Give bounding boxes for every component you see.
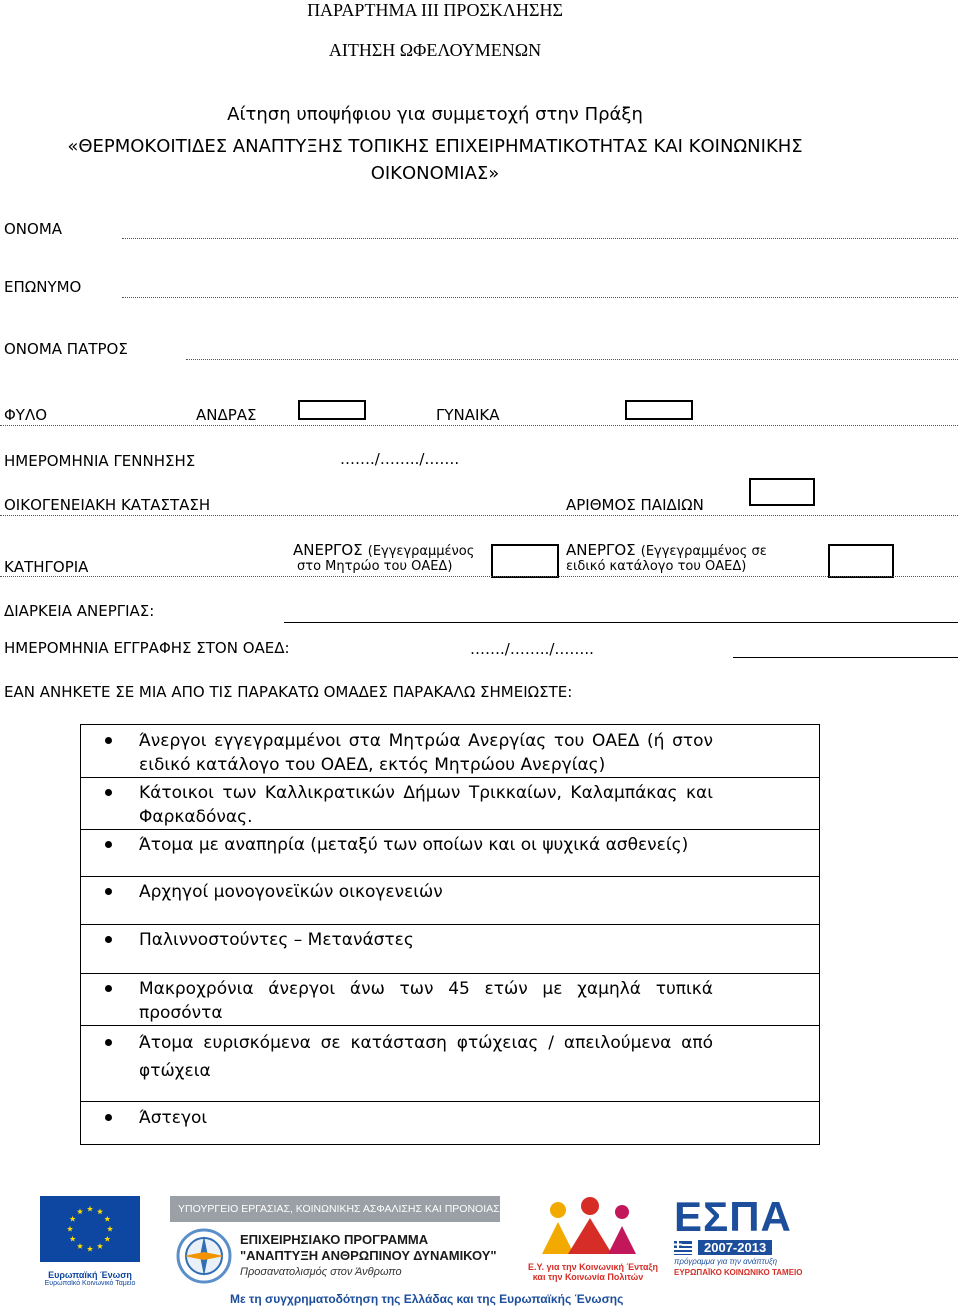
- registration-date-label: ΗΜΕΡΟΜΗΝΙΑ ΕΓΓΡΑΦΗΣ ΣΤΟΝ ΟΑΕΔ:: [4, 639, 290, 657]
- group-cell[interactable]: [81, 925, 820, 974]
- groups-table: [80, 724, 820, 1145]
- father-name-field[interactable]: [186, 359, 958, 360]
- registration-date-field[interactable]: ……./……../……..: [470, 640, 594, 658]
- espa-title: ΕΣΠΑ: [674, 1193, 792, 1240]
- unemployed-special-checkbox[interactable]: [828, 544, 894, 578]
- unemployment-duration-label: ΔΙΑΡΚΕΙΑ ΑΝΕΡΓΙΑΣ:: [4, 602, 155, 620]
- female-checkbox[interactable]: [625, 400, 693, 420]
- group-row: [81, 1026, 820, 1102]
- group-cell[interactable]: [81, 877, 820, 925]
- bullet-icon: [105, 985, 112, 992]
- unemployed-registry-option: [293, 540, 474, 559]
- espa-years: 2007-2013: [698, 1240, 772, 1255]
- sex-row-underline: [0, 425, 958, 426]
- children-count-label: ΑΡΙΘΜΟΣ ΠΑΙΔΙΩΝ: [566, 496, 704, 514]
- group-row: [81, 877, 820, 925]
- espa-years-row: [674, 1240, 814, 1255]
- application-title-line2: «ΘΕΡΜΟΚΟΙΤΙΔΕΣ ΑΝΑΠΤΥΞΗΣ ΤΟΠΙΚΗΣ ΕΠΙΧΕΙΡΗΜΑΤΙΚΟΤΗΤΑΣ ΚΑΙ ΚΟΙΝΩΝΙΚΗΣ: [67, 136, 803, 157]
- ey-logo: [528, 1196, 658, 1286]
- group-label: Άτομα με αναπηρία (μεταξύ των οποίων και οι ψυχικά ασθενείς): [139, 835, 689, 855]
- cofinance-statement: Με τη συγχρηματοδότηση της Ελλάδας και της Ευρωπαϊκής Ένωσης: [230, 1292, 624, 1306]
- group-label: Παλιννοστούντες – Μετανάστες: [139, 930, 414, 950]
- eu-logo: [40, 1196, 140, 1288]
- bullet-icon: [105, 737, 112, 744]
- unemployed-registry-title: ΑΝΕΡΓΟΣ: [293, 541, 363, 559]
- unemployed-special-note: (Εγγεγραμμένος σε: [640, 544, 767, 559]
- name-field[interactable]: [122, 238, 958, 239]
- bullet-icon: [105, 789, 112, 796]
- bullet-icon: [105, 841, 112, 848]
- group-row: [81, 778, 820, 830]
- group-row: [81, 925, 820, 974]
- groups-prompt: ΕΑΝ ΑΝΗΚΕΤΕ ΣΕ ΜΙΑ ΑΠΟ ΤΙΣ ΠΑΡΑΚΑΤΩ ΟΜΑΔΕΣ ΠΑΡΑΚΑΛΩ ΣΗΜΕΙΩΣΤΕ:: [4, 683, 573, 701]
- group-label: Κάτοικοι των Καλλικρατικών Δήμων Τρικκαίων, Καλαμπάκας και Φαρκαδόνας.: [139, 783, 713, 827]
- group-label: Άνεργοι εγγεγραμμένοι στα Μητρώα Ανεργίας του ΟΑΕΔ (ή στον ειδικό κατάλογο του ΟΑΕΔ, εκτός Μητρώου Ανεργίας): [139, 731, 713, 775]
- group-label: Αρχηγοί μονογονεϊκών οικογενειών: [139, 882, 443, 902]
- group-cell[interactable]: [81, 725, 820, 778]
- ey-line1: Ε.Υ. για την Κοινωνική Ένταξη: [528, 1262, 658, 1272]
- male-checkbox[interactable]: [298, 400, 366, 420]
- category-label: ΚΑΤΗΓΟΡΙΑ: [4, 558, 89, 576]
- ey-line2: και την Κοινωνία Πολιτών: [532, 1272, 644, 1282]
- bullet-icon: [105, 936, 112, 943]
- annex-heading: ΠΑΡΑΡΤΗΜΑ ΙΙΙ ΠΡΟΣΚΛΗΣΗΣ: [307, 0, 563, 20]
- family-status-label: ΟΙΚΟΓΕΝΕΙΑΚΗ ΚΑΤΑΣΤΑΣΗ: [4, 496, 211, 514]
- bullet-icon: [105, 1114, 112, 1121]
- espa-logo: [674, 1193, 814, 1286]
- group-row: [81, 830, 820, 877]
- name-label: ΟΝΟΜΑ: [4, 220, 63, 238]
- family-row-underline: [0, 515, 958, 516]
- unemployed-registry-note-line2: στο Μητρώο του ΟΑΕΔ): [297, 559, 453, 574]
- program-title-line2: "ΑΝΑΠΤΥΞΗ ΑΝΘΡΩΠΙΝΟΥ ΔΥΝΑΜΙΚΟΥ": [240, 1248, 497, 1263]
- group-cell[interactable]: [81, 1102, 820, 1145]
- group-cell[interactable]: [81, 830, 820, 877]
- eu-logo-line2: Ευρωπαϊκό Κοινωνικό Ταμείο: [44, 1280, 136, 1287]
- male-label: ΑΝΔΡΑΣ: [196, 406, 257, 424]
- unemployed-special-title: ΑΝΕΡΓΟΣ: [566, 541, 636, 559]
- program-motto: Προσανατολισμός στον Άνθρωπο: [240, 1266, 402, 1278]
- unemployed-special-option: [566, 540, 767, 559]
- surname-field[interactable]: [122, 297, 958, 298]
- application-title-line1: Αίτηση υποψήφιου για συμμετοχή στην Πράξη: [227, 104, 643, 125]
- bullet-icon: [105, 888, 112, 895]
- female-label: ΓΥΝΑΙΚΑ: [436, 406, 500, 424]
- group-label: Μακροχρόνια άνεργοι άνω των 45 ετών με χαμηλά τυπικά προσόντα: [139, 979, 713, 1023]
- children-count-box[interactable]: [749, 478, 815, 506]
- group-row: [81, 1102, 820, 1145]
- sex-label: ΦΥΛΟ: [4, 406, 48, 424]
- greek-flag-icon: [674, 1241, 692, 1255]
- unemployed-registry-checkbox[interactable]: [491, 544, 559, 578]
- eu-logo-line1: Ευρωπαϊκή Ένωση: [48, 1270, 132, 1280]
- group-cell[interactable]: [81, 778, 820, 830]
- bullet-icon: [105, 1039, 112, 1046]
- group-row: [81, 974, 820, 1026]
- birthdate-label: ΗΜΕΡΟΜΗΝΙΑ ΓΕΝΝΗΣΗΣ: [4, 452, 196, 470]
- figures-icon: [528, 1196, 648, 1258]
- group-cell[interactable]: [81, 974, 820, 1026]
- compass-emblem-icon: [176, 1228, 232, 1284]
- group-label: Άτομα ευρισκόμενα σε κατάσταση φτώχειας / απειλούμενα από φτώχεια: [139, 1033, 713, 1081]
- father-name-label: ΟΝΟΜΑ ΠΑΤΡΟΣ: [4, 340, 128, 358]
- program-title-line1: ΕΠΙΧΕΙΡΗΣΙΑΚΟ ΠΡΟΓΡΑΜΜΑ: [240, 1232, 429, 1247]
- unemployment-duration-field[interactable]: [284, 622, 958, 623]
- unemployed-registry-note: (Εγγεγραμμένος: [367, 544, 475, 559]
- espa-motto: πρόγραμμα για την ανάπτυξη: [674, 1257, 778, 1266]
- application-title-line3: ΟΙΚΟΝΟΜΙΑΣ»: [370, 163, 500, 184]
- group-label: Άστεγοι: [139, 1108, 208, 1128]
- surname-label: ΕΠΩΝΥΜΟ: [4, 278, 82, 296]
- birthdate-field[interactable]: ……./……../…….: [340, 450, 460, 468]
- unemployed-special-note-line2: ειδικό κατάλογο του ΟΑΕΔ): [566, 559, 747, 574]
- form-heading: ΑΙΤΗΣΗ ΩΦΕΛΟΥΜΕΝΩΝ: [328, 40, 542, 60]
- eu-flag-icon: [40, 1196, 140, 1262]
- ministry-label: ΥΠΟΥΡΓΕΙΟ ΕΡΓΑΣΙΑΣ, ΚΟΙΝΩΝΙΚΗΣ ΑΣΦΑΛΙΣΗΣ ΚΑΙ ΠΡΟΝΟΙΑΣ: [178, 1203, 500, 1215]
- group-cell[interactable]: [81, 1026, 820, 1102]
- category-row-underline: [0, 576, 958, 577]
- ministry-band: [170, 1196, 500, 1222]
- registration-extra-line: [733, 657, 958, 658]
- group-row: [81, 725, 820, 778]
- espa-fund: ΕΥΡΩΠΑΪΚΟ ΚΟΙΝΩΝΙΚΟ ΤΑΜΕΙΟ: [674, 1268, 803, 1277]
